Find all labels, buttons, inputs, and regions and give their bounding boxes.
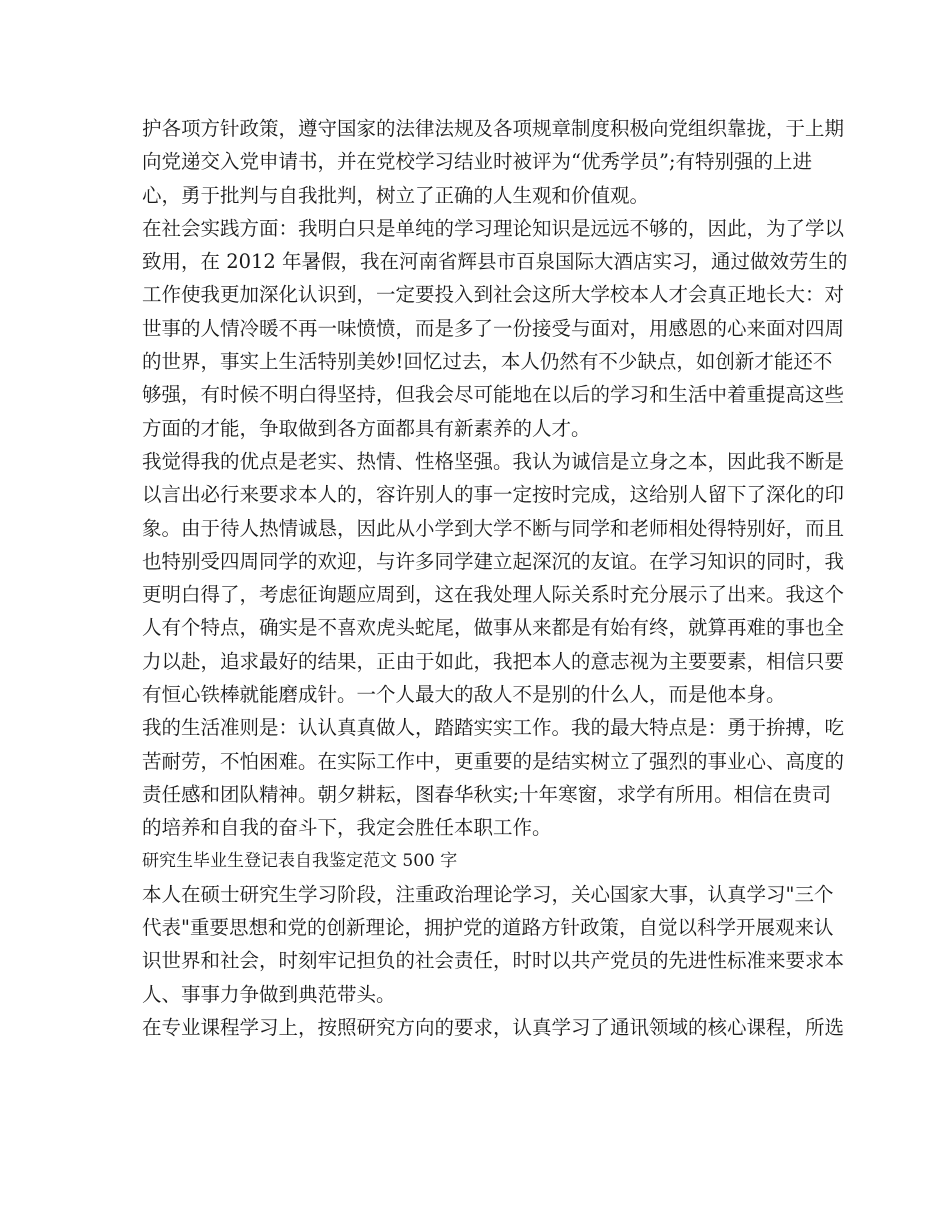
text-line: 也特别受四周同学的欢迎，与许多同学建立起深沉的友谊。在学习知识的同时，我 — [142, 549, 845, 573]
text-line: 代表"重要思想和党的创新理论，拥护党的道路方针政策，自觉以科学开展观来认 — [142, 916, 834, 940]
text-line: 我觉得我的优点是老实、热情、性格坚强。我认为诚信是立身之本，因此我不断是 — [142, 449, 845, 473]
text-line: 的世界，事实上生活特别美妙!回忆过去，本人仍然有不少缺点，如创新才能还不 — [142, 350, 833, 374]
text-line: 够强，有时候不明白得坚持，但我会尽可能地在以后的学习和生活中着重提高这些 — [142, 383, 845, 407]
text-line: 象。由于待人热情诚恳，因此从小学到大学不断与同学和老师相处得特别好，而且 — [142, 516, 845, 540]
text-line: 责任感和团队精神。朝夕耕耘，图春华秋实;十年寒窗，求学有所用。相信在贵司 — [142, 782, 832, 806]
text-line: 人、事事力争做到典范带头。 — [142, 982, 396, 1006]
text-line: 致用，在 2012 年暑假，我在河南省辉县市百泉国际大酒店实习，通过做效劳生的 — [142, 250, 848, 274]
text-line: 苦耐劳，不怕困难。在实际工作中，更重要的是结实树立了强烈的事业心、高度的 — [142, 749, 845, 773]
text-line: 我的生活准则是：认认真真做人，踏踏实实工作。我的最大特点是：勇于拚搏，吃 — [142, 716, 845, 740]
text-line: 的培养和自我的奋斗下，我定会胜任本职工作。 — [142, 816, 552, 840]
text-line: 力以赴，追求最好的结果，正由于如此，我把本人的意志视为主要要素，相信只要 — [142, 649, 845, 673]
text-line: 心，勇于批判与自我批判，树立了正确的人生观和价值观。 — [142, 183, 650, 207]
text-line: 有恒心铁棒就能磨成针。一个人最大的敌人不是别的什么人，而是他本身。 — [142, 683, 786, 707]
text-line: 工作使我更加深化认识到，一定要投入到社会这所大学校本人才会真正地长大：对 — [142, 283, 845, 307]
text-line: 更明白得了，考虑征询题应周到，这在我处理人际关系时充分展示了出来。我这个 — [142, 583, 845, 607]
text-line: 识世界和社会，时刻牢记担负的社会责任，时时以共产党员的先进性标准来要求本 — [142, 949, 845, 973]
text-line: 护各项方针政策，遵守国家的法律法规及各项规章制度积极向党组织靠拢，于上期 — [142, 117, 845, 140]
text-line: 以言出必行来要求本人的，容许别人的事一定按时完成，这给别人留下了深化的印 — [142, 483, 845, 507]
section-heading: 研究生毕业生登记表自我鉴定范文 500 字 — [142, 850, 458, 871]
text-line: 在专业课程学习上，按照研究方向的要求，认真学习了通讯领域的核心课程，所选 — [142, 1016, 845, 1040]
text-line: 世事的人情冷暖不再一味愤愤，而是多了一份接受与面对，用感恩的心来面对四周 — [142, 316, 845, 340]
text-line: 人有个特点，确实是不喜欢虎头蛇尾，做事从来都是有始有终，就算再难的事也全 — [142, 616, 845, 640]
text-line: 在社会实践方面：我明白只是单纯的学习理论知识是远远不够的，因此，为了学以 — [142, 216, 845, 240]
document-body — [142, 112, 848, 1044]
text-line: 方面的才能，争取做到各方面都具有新素养的人才。 — [142, 416, 591, 440]
text-line: 本人在硕士研究生学习阶段，注重政治理论学习，关心国家大事，认真学习"三个 — [142, 882, 834, 906]
text-line: 向党递交入党申请书，并在党校学习结业时被评为“优秀学员”;有特别强的上进 — [142, 150, 813, 174]
